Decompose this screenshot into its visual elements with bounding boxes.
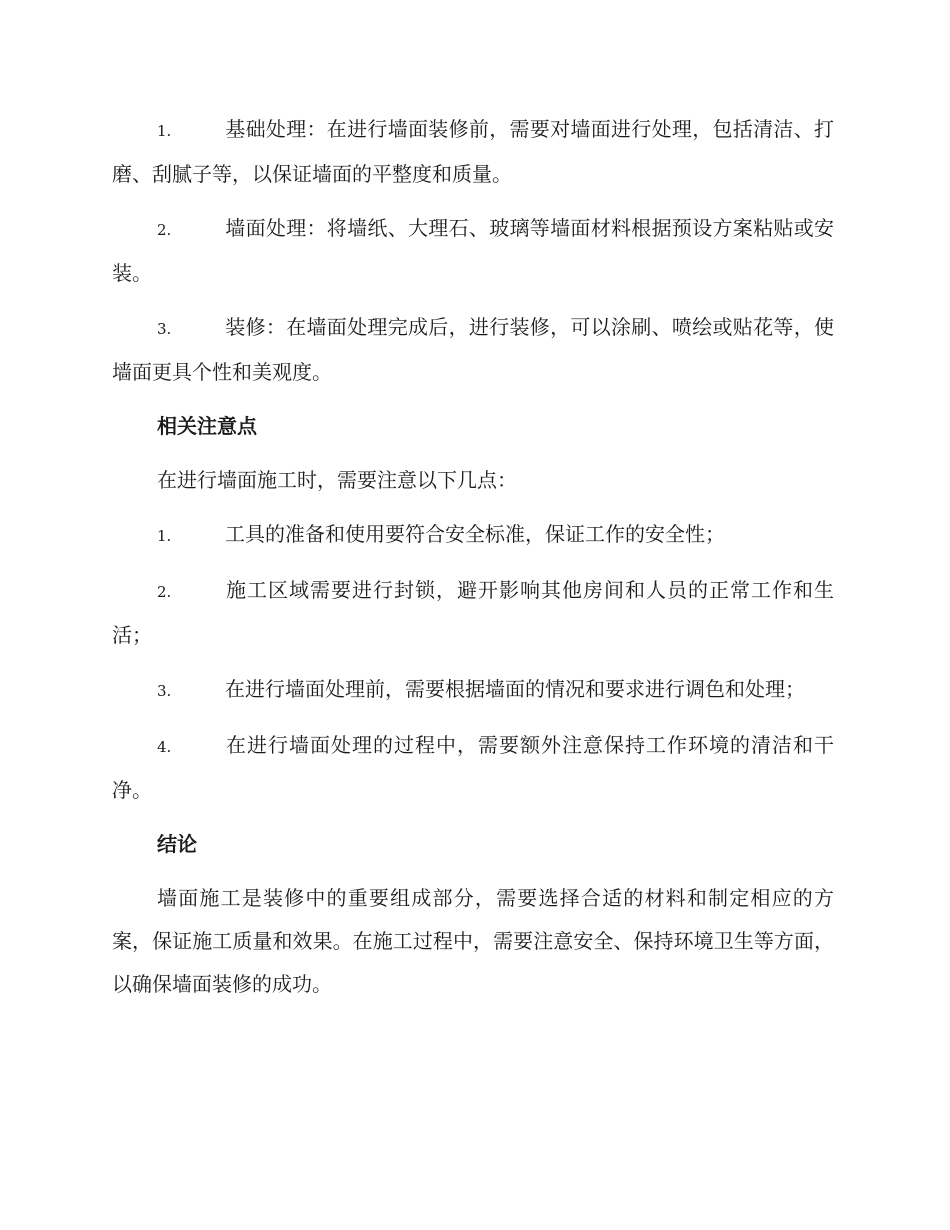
note-text: 在进行墙面处理前，需要根据墙面的情况和要求进行调色和处理； [225, 677, 805, 701]
step-item-1 [112, 108, 834, 196]
note-number: 1. [157, 527, 172, 545]
step-number: 3. [157, 320, 172, 338]
notes-intro: 在进行墙面施工时，需要注意以下几点： [157, 468, 517, 492]
conclusion-heading: 结论 [157, 832, 197, 856]
note-number: 2. [157, 583, 172, 601]
step-number: 2. [157, 221, 172, 239]
notes-heading: 相关注意点 [157, 414, 257, 438]
note-text: 工具的准备和使用要符合安全标准，保证工作的安全性； [225, 522, 725, 546]
note-item-4 [112, 724, 834, 812]
step-text: 基础处理：在进行墙面装修前，需要对墙面进行处理，包括清洁、打磨、刮腻子等，以保证墙面的平整度和质量。 [112, 117, 834, 186]
conclusion-text: 墙面施工是装修中的重要组成部分，需要选择合适的材料和制定相应的方案，保证施工质量和效果。在施工过程中，需要注意安全、保持环境卫生等方面，以确保墙面装修的成功。 [112, 886, 834, 996]
note-number: 3. [157, 682, 172, 700]
step-item-3 [112, 306, 834, 394]
step-item-2 [112, 207, 834, 295]
step-text: 墙面处理：将墙纸、大理石、玻璃等墙面材料根据预设方案粘贴或安装。 [112, 216, 834, 285]
note-number: 4. [157, 738, 172, 756]
note-item-3 [112, 668, 834, 713]
note-item-1 [112, 513, 834, 558]
step-text: 装修：在墙面处理完成后，进行装修，可以涂刷、喷绘或贴花等，使墙面更具个性和美观度。 [112, 315, 834, 384]
note-item-2 [112, 569, 834, 657]
note-text: 施工区域需要进行封锁，避开影响其他房间和人员的正常工作和生活； [112, 578, 834, 647]
document-body [112, 108, 834, 1017]
step-number: 1. [157, 122, 172, 140]
note-text: 在进行墙面处理的过程中，需要额外注意保持工作环境的清洁和干净。 [112, 733, 834, 802]
